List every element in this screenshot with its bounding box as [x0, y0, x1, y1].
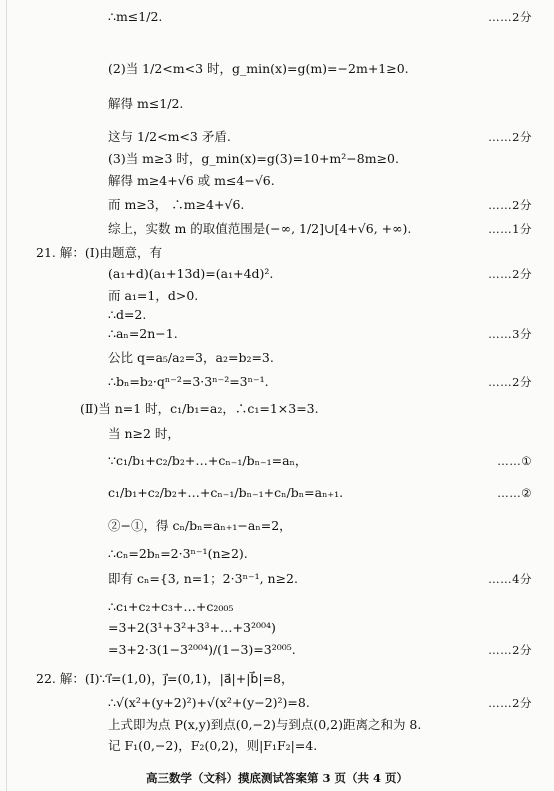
line-text: ∴cₙ=2bₙ=2·3ⁿ⁻¹(n≥2). — [108, 546, 248, 561]
line-text: 公比 q=a₅/a₂=3，a₂=b₂=3. — [108, 350, 274, 365]
score-mark: ……2分 — [488, 130, 532, 144]
line-text: ∴d=2. — [108, 307, 147, 322]
solution-line — [0, 172, 554, 192]
solution-line — [0, 570, 554, 590]
solution-line — [0, 641, 554, 661]
solution-line — [0, 150, 554, 170]
page-footer: 高三数学（文科）摸底测试答案第 3 页（共 4 页） — [145, 771, 408, 785]
line-text: (2)当 1/2<m<3 时，g_min(x)=g(m)=−2m+1≥0. — [108, 61, 409, 76]
score-mark: ……① — [497, 454, 532, 468]
line-text: 22. 解：(Ⅰ)∵i⃗=(1,0)，j⃗=(0,1)，|a⃗|+|b⃗|=8， — [36, 671, 294, 686]
solution-line — [0, 452, 554, 472]
score-mark: ……2分 — [488, 696, 532, 710]
solution-line — [0, 95, 554, 115]
line-text: 上式即为点 P(x,y)到点(0,−2)与到点(0,2)距离之和为 8. — [108, 717, 422, 732]
score-mark: ……1分 — [488, 222, 532, 236]
line-text: ∵c₁/b₁+c₂/b₂+…+cₙ₋₁/bₙ₋₁=aₙ， — [108, 453, 308, 468]
solution-line — [0, 128, 554, 148]
line-text: 解得 m≥4+√6 或 m≤4−√6. — [108, 173, 275, 188]
line-text: ②−①，得 cₙ/bₙ=aₙ₊₁−aₙ=2， — [108, 518, 292, 533]
line-text: ∴bₙ=b₂·qⁿ⁻²=3·3ⁿ⁻²=3ⁿ⁻¹. — [108, 374, 269, 389]
score-mark: ……② — [497, 486, 532, 500]
line-text: (a₁+d)(a₁+13d)=(a₁+4d)². — [108, 266, 274, 281]
line-text: 即有 cₙ={3, n=1；2·3ⁿ⁻¹, n≥2. — [108, 571, 298, 586]
solution-line — [0, 373, 554, 393]
line-text: 而 m≥3， ∴m≥4+√6. — [108, 197, 245, 212]
line-text: (3)当 m≥3 时，g_min(x)=g(3)=10+m²−8m≥0. — [108, 151, 399, 166]
solution-line — [0, 306, 554, 326]
score-mark: ……2分 — [488, 375, 532, 389]
solution-line — [0, 694, 554, 714]
line-text: 记 F₁(0,−2)，F₂(0,2)，则|F₁F₂|=4. — [108, 738, 318, 753]
solution-line — [0, 325, 554, 345]
solution-line — [0, 400, 554, 420]
score-mark: ……2分 — [488, 10, 532, 24]
solution-line — [0, 484, 554, 504]
line-text: ∴m≤1/2. — [108, 9, 163, 24]
line-text: =3+2·3(1−3²⁰⁰⁴)/(1−3)=3²⁰⁰⁵. — [108, 642, 296, 657]
line-text: 综上，实数 m 的取值范围是(−∞, 1/2]∪[4+√6, +∞). — [108, 221, 412, 236]
solution-line — [0, 287, 554, 307]
solution-line — [0, 545, 554, 565]
line-text: ∴√(x²+(y+2)²)+√(x²+(y−2)²)=8. — [108, 695, 310, 710]
solution-line — [0, 244, 554, 264]
line-text: 而 a₁=1，d>0. — [108, 288, 199, 303]
solution-line — [0, 265, 554, 285]
solution-line — [0, 220, 554, 240]
line-text: 这与 1/2<m<3 矛盾. — [108, 129, 231, 144]
solution-line — [0, 737, 554, 757]
solution-line — [0, 619, 554, 639]
line-text: c₁/b₁+c₂/b₂+…+cₙ₋₁/bₙ₋₁+cₙ/bₙ=aₙ₊₁. — [108, 485, 344, 500]
line-text: =3+2(3¹+3²+3³+…+3²⁰⁰⁴) — [108, 620, 276, 635]
line-text: 解得 m≤1/2. — [108, 96, 184, 111]
score-mark: ……2分 — [488, 643, 532, 657]
solution-line — [0, 670, 554, 690]
solution-line — [0, 517, 554, 537]
solution-line — [0, 598, 554, 618]
score-mark: ……4分 — [488, 572, 532, 586]
solution-line — [0, 349, 554, 369]
line-text: ∴c₁+c₂+c₃+…+c₂₀₀₅ — [108, 599, 234, 614]
solution-line — [0, 8, 554, 28]
score-mark: ……3分 — [488, 327, 532, 341]
solution-line — [0, 425, 554, 445]
score-mark: ……2分 — [488, 198, 532, 212]
line-text: ∴aₙ=2n−1. — [108, 326, 178, 341]
solution-line — [0, 196, 554, 216]
solution-line — [0, 716, 554, 736]
line-text: (Ⅱ)当 n=1 时，c₁/b₁=a₂，∴c₁=1×3=3. — [80, 401, 319, 416]
line-text: 当 n≥2 时， — [108, 426, 180, 441]
score-mark: ……2分 — [488, 267, 532, 281]
line-text: 21. 解：(Ⅰ)由题意，有 — [36, 245, 163, 260]
solution-line — [0, 60, 554, 80]
